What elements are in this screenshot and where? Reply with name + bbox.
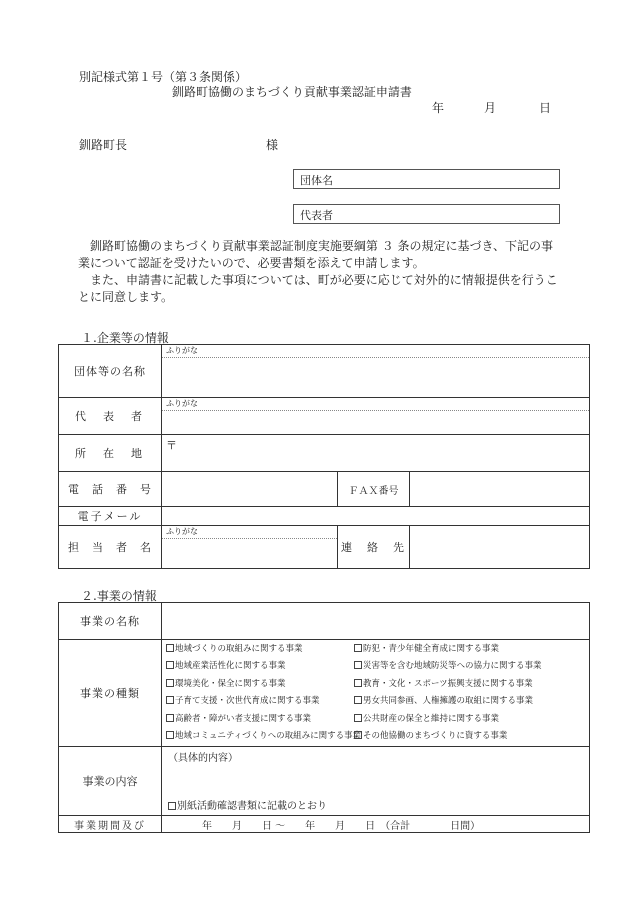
contact-person-input[interactable]	[162, 526, 338, 569]
project-type-options	[162, 640, 590, 747]
contact-person-cell-label: 担 当 者 名	[59, 526, 162, 569]
checkbox-icon[interactable]	[354, 679, 362, 687]
project-type-option-left-5[interactable]	[166, 711, 354, 729]
org-name-row	[59, 345, 590, 398]
section2-title: ２.事業の情報	[81, 589, 157, 603]
email-row	[59, 507, 590, 526]
representative-label: 代表者	[300, 209, 333, 222]
checkbox-icon[interactable]	[354, 644, 362, 652]
project-type-option-right-4[interactable]	[354, 696, 533, 706]
project-type-cell-label: 事業の種類	[59, 640, 162, 747]
project-content-row	[59, 747, 590, 816]
project-type-row-1	[166, 641, 589, 659]
project-type-option-right-2[interactable]	[354, 661, 542, 671]
project-name-input[interactable]	[162, 603, 590, 640]
project-type-option-right-5[interactable]	[354, 714, 499, 724]
project-type-row-6	[166, 728, 589, 746]
project-period-value[interactable]: 年 月 日 〜 年 月 日 （合計 日間）	[162, 816, 590, 833]
project-type-label: 環境美化・保全に関する事業	[175, 678, 286, 689]
org-name-furigana: ふりがな	[162, 345, 589, 358]
checkbox-icon[interactable]	[354, 661, 362, 669]
address-cell-label: 所 在 地	[59, 435, 162, 472]
project-type-label: 災害等を含む地域防災等への協力に関する事業	[363, 661, 542, 671]
organization-info-table	[58, 344, 590, 569]
email-input[interactable]	[162, 507, 590, 526]
project-type-option-right-1[interactable]	[354, 644, 499, 654]
project-type-label: 地域産業活性化に関する事業	[175, 661, 286, 671]
project-name-cell-label: 事業の名称	[59, 603, 162, 640]
project-type-label: 防犯・青少年健全育成に関する事業	[363, 643, 500, 654]
project-type-row-4	[166, 693, 589, 711]
project-type-option-left-3[interactable]	[166, 676, 354, 694]
org-name-label: 団体名	[300, 174, 333, 187]
project-type-option-left-4[interactable]	[166, 693, 354, 711]
content-check-label: 別紙活動確認書類に記載のとおり	[177, 801, 327, 812]
project-type-row-2	[166, 658, 589, 676]
phone-row	[59, 472, 590, 507]
project-type-grid	[162, 641, 589, 746]
contact-cell-label: 連 絡 先	[338, 526, 410, 569]
fax-input[interactable]	[410, 472, 590, 507]
postal-mark: 〒	[166, 439, 177, 452]
declaration-paragraph-1: 釧路町協働のまちづくり貢献事業認証制度実施要綱第 ３ 条の規定に基づき、下記の事業について認証を受けたいので、必要書類を添えて申請します。	[78, 239, 554, 270]
checkbox-icon[interactable]	[168, 802, 176, 810]
project-content-cell-label: 事業の内容	[59, 747, 162, 816]
fax-cell-label: ＦＡＸ番号	[338, 472, 410, 507]
checkbox-icon[interactable]	[166, 644, 174, 652]
project-type-label: 地域づくりの取組みに関する事業	[175, 643, 303, 654]
checkbox-icon[interactable]	[166, 661, 174, 669]
project-type-option-left-6[interactable]	[166, 728, 362, 746]
project-period-cell-label: 事業期間及び	[59, 816, 162, 833]
date-year-label: 年	[432, 101, 445, 115]
project-type-option-left-2[interactable]	[166, 658, 354, 676]
representative-row	[59, 398, 590, 435]
project-name-row	[59, 603, 590, 640]
representative-field[interactable]	[293, 204, 560, 224]
org-name-field[interactable]	[293, 169, 560, 189]
declaration-paragraph-2: また、申請書に記載した事項については、町が必要に応じて対外的に情報提供を行うことに同意します。	[78, 273, 558, 304]
form-number: 別記様式第１号（第３条関係）	[79, 70, 248, 84]
project-type-label: 教育・文化・スポーツ振興支援に関する事業	[363, 678, 533, 689]
contact-input[interactable]	[410, 526, 590, 569]
project-type-label: その他協働のまちづくりに資する事業	[363, 731, 508, 741]
phone-cell-label: 電 話 番 号	[59, 472, 162, 507]
checkbox-icon[interactable]	[166, 714, 174, 722]
content-hint: （具体的内容）	[168, 753, 238, 764]
project-type-label: 高齢者・障がい者支援に関する事業	[175, 713, 312, 724]
project-type-row	[59, 640, 590, 747]
address-input[interactable]	[162, 435, 590, 472]
addressee-honorific: 様	[266, 138, 279, 152]
content-check-option[interactable]	[168, 797, 327, 812]
org-name-input[interactable]	[162, 345, 590, 398]
project-type-option-left-1[interactable]	[166, 641, 354, 659]
checkbox-icon[interactable]	[166, 731, 174, 739]
phone-input[interactable]	[162, 472, 338, 507]
representative-furigana: ふりがな	[162, 398, 589, 411]
project-type-row-5	[166, 711, 589, 729]
address-row	[59, 435, 590, 472]
email-cell-label: 電子メール	[59, 507, 162, 526]
org-name-cell-label: 団体等の名称	[59, 345, 162, 398]
project-type-option-right-6[interactable]	[354, 731, 507, 741]
project-type-option-right-3[interactable]	[354, 679, 533, 689]
project-info-table	[58, 602, 590, 833]
date-day-label: 日	[539, 101, 552, 115]
date-month-label: 月	[484, 101, 497, 115]
contact-row	[59, 526, 590, 569]
checkbox-icon[interactable]	[354, 731, 362, 739]
project-type-label: 地域コミュニティづくりへの取組みに関する事業	[175, 731, 362, 741]
project-type-label: 子育て支援・次世代育成に関する事業	[175, 696, 320, 706]
addressee-name: 釧路町長	[79, 138, 128, 152]
project-type-label: 男女共同参画、人権擁護の取組に関する事業	[363, 696, 534, 706]
representative-cell-label: 代 表 者	[59, 398, 162, 435]
project-period-row	[59, 816, 590, 833]
representative-input[interactable]	[162, 398, 590, 435]
checkbox-icon[interactable]	[354, 714, 362, 722]
project-content-input[interactable]	[162, 747, 590, 816]
checkbox-icon[interactable]	[354, 696, 362, 704]
checkbox-icon[interactable]	[166, 679, 174, 687]
contact-person-furigana: ふりがな	[162, 526, 337, 539]
project-type-row-3	[166, 676, 589, 694]
checkbox-icon[interactable]	[166, 696, 174, 704]
form-title: 釧路町協働のまちづくり貢献事業認証申請書	[172, 85, 412, 99]
section1-title: １.企業等の情報	[81, 331, 169, 345]
project-type-label: 公共財産の保全と維持に関する事業	[363, 713, 500, 724]
